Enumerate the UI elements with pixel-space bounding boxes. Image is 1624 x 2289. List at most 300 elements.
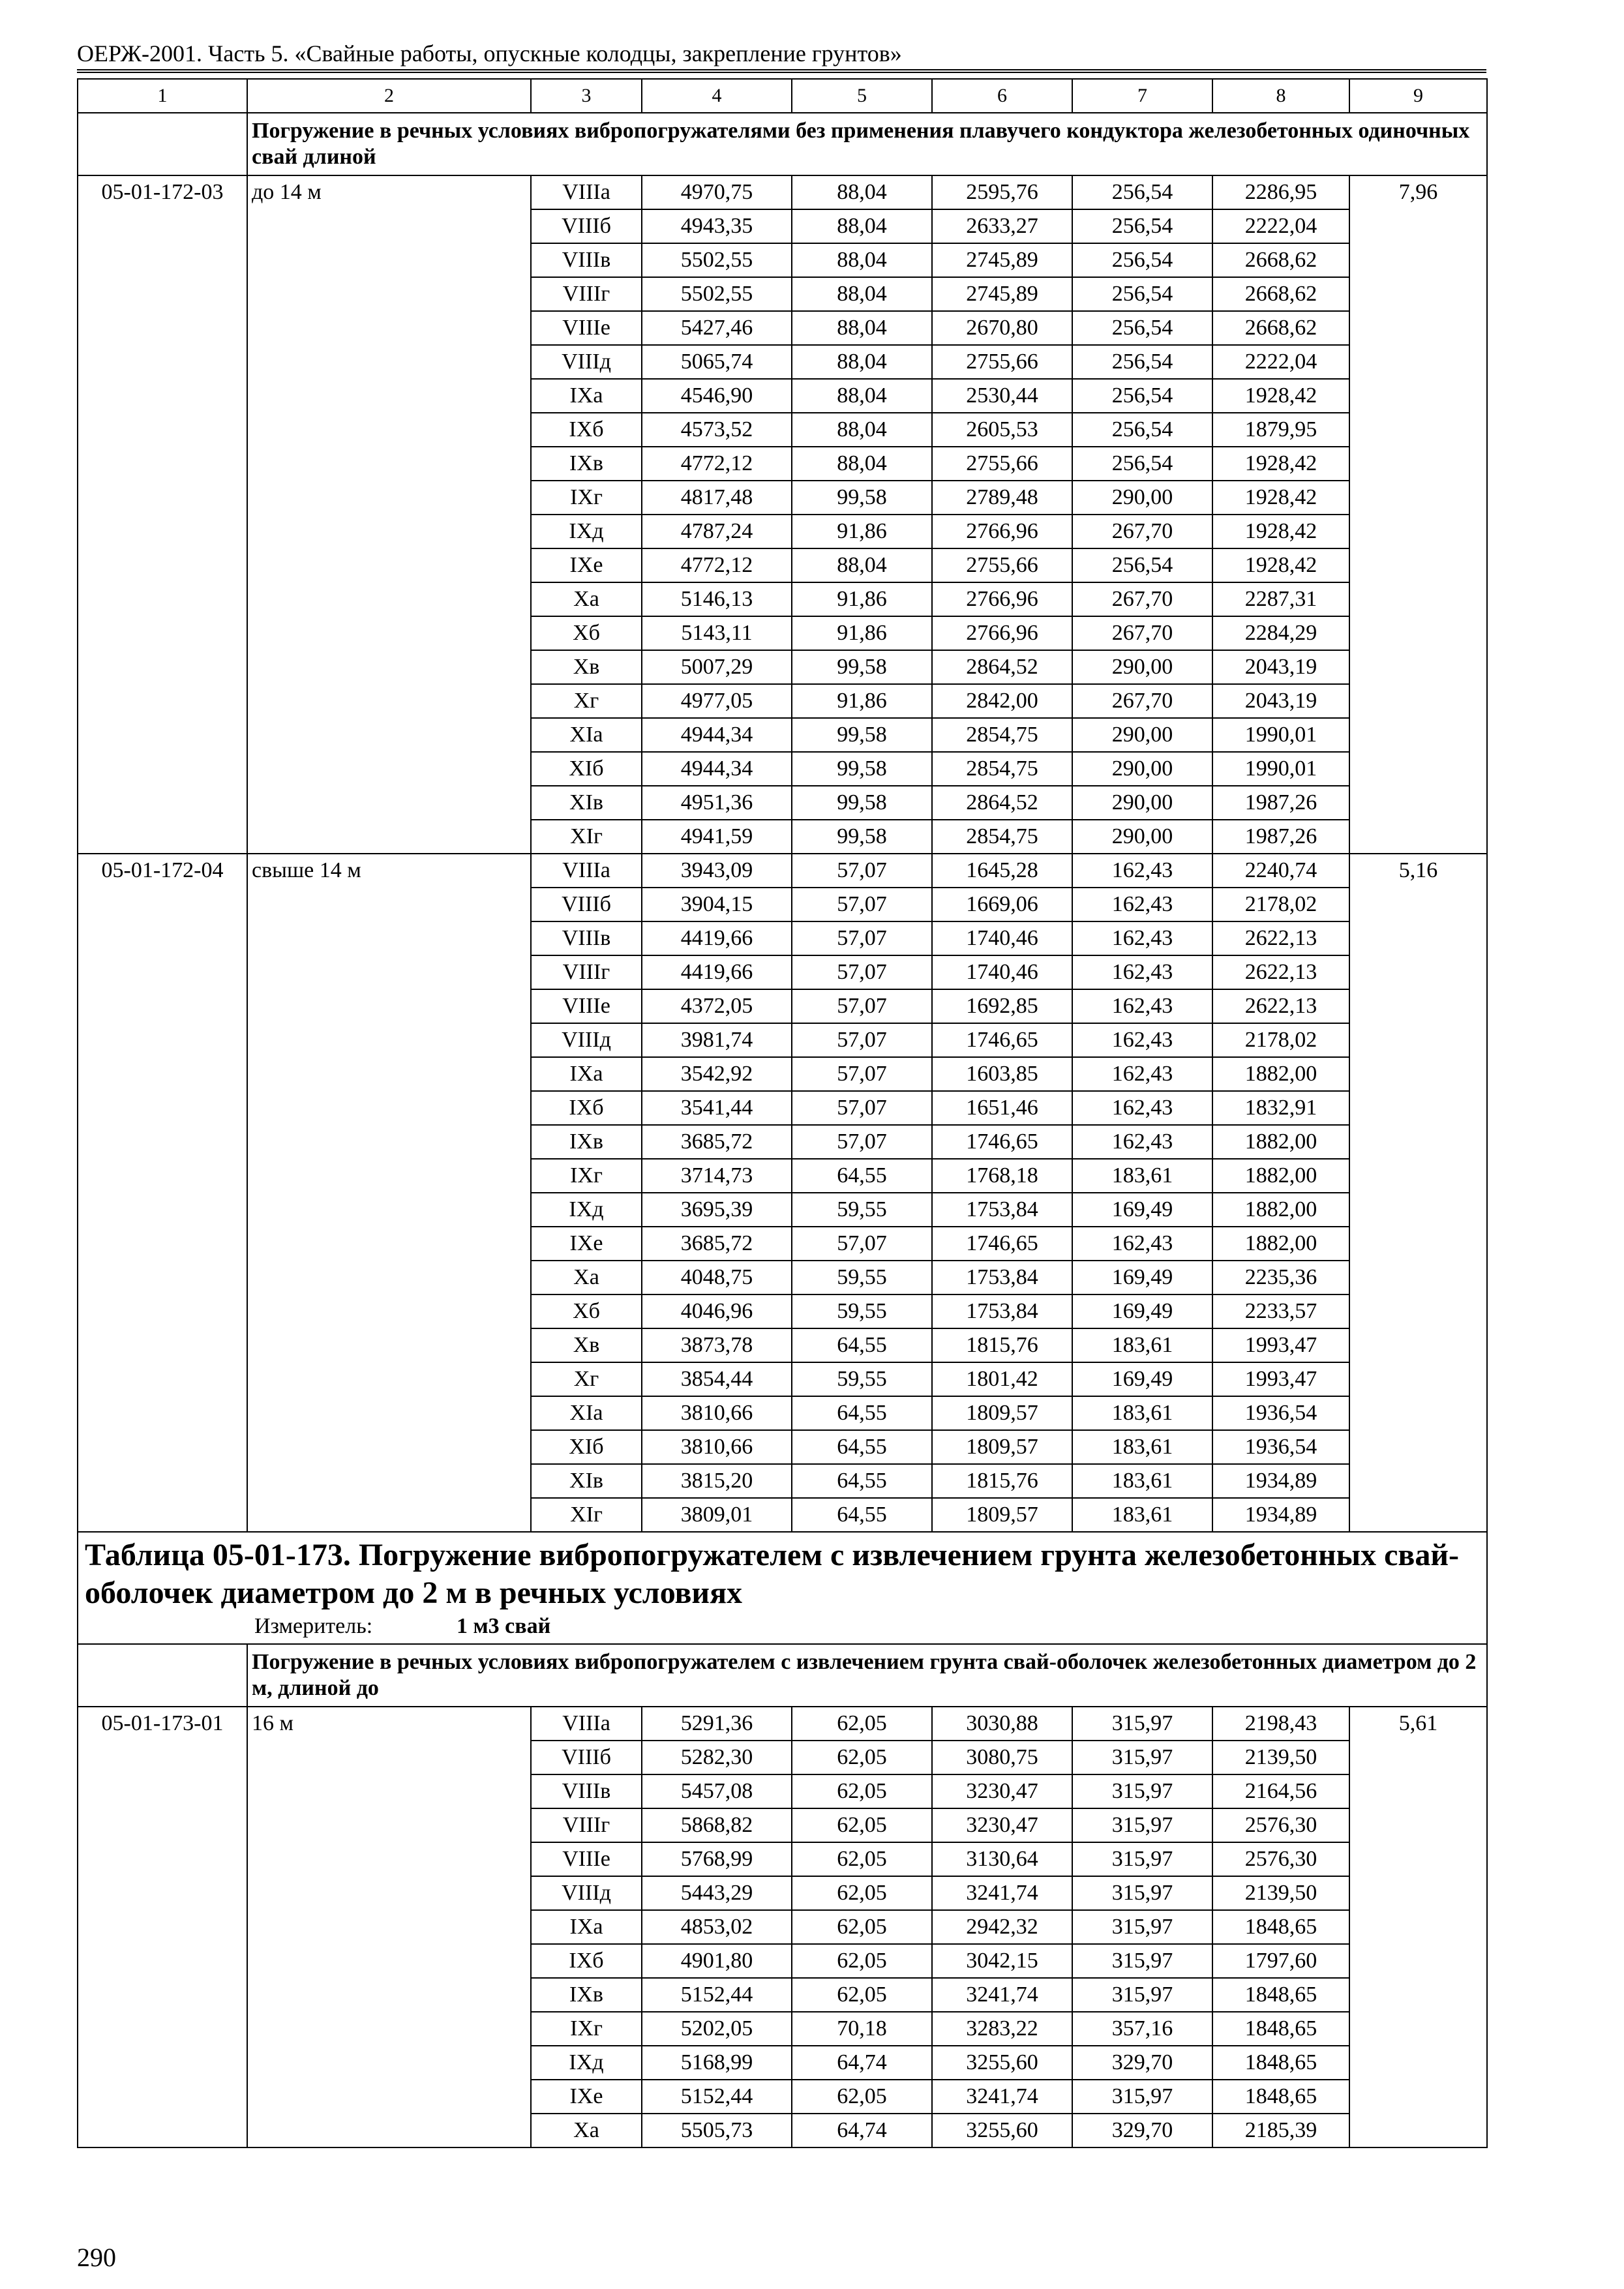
machines-cell: 2864,52 bbox=[932, 650, 1072, 684]
machines-cell: 3255,60 bbox=[932, 2114, 1072, 2147]
zone-cell: IXг bbox=[531, 2012, 642, 2046]
machinist-wages-cell: 329,70 bbox=[1072, 2046, 1212, 2080]
zone-cell: VIIIе bbox=[531, 311, 642, 345]
machines-cell: 2633,27 bbox=[932, 209, 1072, 243]
machinist-wages-cell: 169,49 bbox=[1072, 1362, 1212, 1396]
machinist-wages-cell: 256,54 bbox=[1072, 243, 1212, 277]
machinist-wages-cell: 315,97 bbox=[1072, 1978, 1212, 2012]
materials-cell: 1987,26 bbox=[1212, 786, 1349, 820]
zone-cell: IXб bbox=[531, 1091, 642, 1125]
machines-cell: 2854,75 bbox=[932, 718, 1072, 752]
zone-cell: VIIIд bbox=[531, 345, 642, 379]
zone-cell: IXд bbox=[531, 2046, 642, 2080]
zone-cell: VIIIб bbox=[531, 209, 642, 243]
wages-cell: 88,04 bbox=[792, 175, 932, 209]
total-cost-cell: 3542,92 bbox=[642, 1057, 792, 1091]
materials-cell: 1993,47 bbox=[1212, 1328, 1349, 1362]
section-heading-row bbox=[78, 1644, 1487, 1707]
column-number: 8 bbox=[1212, 79, 1349, 113]
machinist-wages-cell: 315,97 bbox=[1072, 1876, 1212, 1910]
wages-cell: 88,04 bbox=[792, 379, 932, 413]
materials-cell: 1848,65 bbox=[1212, 2012, 1349, 2046]
total-cost-cell: 5502,55 bbox=[642, 243, 792, 277]
page-number: 290 bbox=[77, 2243, 116, 2272]
machines-cell: 1651,46 bbox=[932, 1091, 1072, 1125]
wages-cell: 99,58 bbox=[792, 786, 932, 820]
machines-cell: 1815,76 bbox=[932, 1464, 1072, 1498]
machinist-wages-cell: 162,43 bbox=[1072, 888, 1212, 921]
wages-cell: 70,18 bbox=[792, 2012, 932, 2046]
column-number: 6 bbox=[932, 79, 1072, 113]
total-cost-cell: 5768,99 bbox=[642, 1842, 792, 1876]
wages-cell: 88,04 bbox=[792, 413, 932, 447]
zone-cell: XIг bbox=[531, 820, 642, 854]
total-cost-cell: 4787,24 bbox=[642, 515, 792, 548]
machines-cell: 2755,66 bbox=[932, 345, 1072, 379]
materials-cell: 1848,65 bbox=[1212, 2046, 1349, 2080]
wages-cell: 57,07 bbox=[792, 1227, 932, 1261]
machines-cell: 3241,74 bbox=[932, 1978, 1072, 2012]
machinist-wages-cell: 162,43 bbox=[1072, 854, 1212, 888]
zone-cell: IXв bbox=[531, 1125, 642, 1159]
table-row bbox=[78, 854, 1487, 888]
wages-cell: 88,04 bbox=[792, 277, 932, 311]
total-cost-cell: 3714,73 bbox=[642, 1159, 792, 1193]
rate-description: свыше 14 м bbox=[247, 854, 531, 1532]
materials-cell: 1882,00 bbox=[1212, 1227, 1349, 1261]
total-cost-cell: 4901,80 bbox=[642, 1944, 792, 1978]
machinist-wages-cell: 183,61 bbox=[1072, 1396, 1212, 1430]
total-cost-cell: 5168,99 bbox=[642, 2046, 792, 2080]
machinist-wages-cell: 162,43 bbox=[1072, 1091, 1212, 1125]
materials-cell: 2178,02 bbox=[1212, 1023, 1349, 1057]
machines-cell: 1692,85 bbox=[932, 989, 1072, 1023]
zone-cell: XIб bbox=[531, 752, 642, 786]
materials-cell: 1882,00 bbox=[1212, 1159, 1349, 1193]
machinist-wages-cell: 169,49 bbox=[1072, 1193, 1212, 1227]
machinist-wages-cell: 256,54 bbox=[1072, 209, 1212, 243]
materials-cell: 2222,04 bbox=[1212, 345, 1349, 379]
machinist-wages-cell: 256,54 bbox=[1072, 379, 1212, 413]
machinist-wages-cell: 256,54 bbox=[1072, 413, 1212, 447]
materials-cell: 2668,62 bbox=[1212, 243, 1349, 277]
machinist-wages-cell: 162,43 bbox=[1072, 1125, 1212, 1159]
machines-cell: 1809,57 bbox=[932, 1430, 1072, 1464]
zone-cell: IXв bbox=[531, 447, 642, 481]
materials-cell: 1928,42 bbox=[1212, 379, 1349, 413]
total-cost-cell: 3685,72 bbox=[642, 1227, 792, 1261]
machines-cell: 2864,52 bbox=[932, 786, 1072, 820]
wages-cell: 62,05 bbox=[792, 1707, 932, 1741]
machinist-wages-cell: 267,70 bbox=[1072, 616, 1212, 650]
materials-cell: 1990,01 bbox=[1212, 718, 1349, 752]
page-header: ОЕРЖ-2001. Часть 5. «Свайные работы, опускные колодцы, закрепление грунтов» bbox=[77, 40, 902, 67]
column-number: 4 bbox=[642, 79, 792, 113]
materials-cell: 2576,30 bbox=[1212, 1808, 1349, 1842]
machines-cell: 3230,47 bbox=[932, 1774, 1072, 1808]
zone-cell: VIIIг bbox=[531, 277, 642, 311]
total-cost-cell: 3810,66 bbox=[642, 1430, 792, 1464]
machinist-wages-cell: 162,43 bbox=[1072, 1023, 1212, 1057]
total-cost-cell: 3810,66 bbox=[642, 1396, 792, 1430]
materials-cell: 1934,89 bbox=[1212, 1498, 1349, 1532]
wages-cell: 57,07 bbox=[792, 1091, 932, 1125]
total-cost-cell: 4853,02 bbox=[642, 1910, 792, 1944]
materials-cell: 2622,13 bbox=[1212, 921, 1349, 955]
materials-cell: 1936,54 bbox=[1212, 1396, 1349, 1430]
machines-cell: 2854,75 bbox=[932, 820, 1072, 854]
section-heading-blank bbox=[78, 113, 247, 175]
materials-cell: 2178,02 bbox=[1212, 888, 1349, 921]
machinist-wages-cell: 256,54 bbox=[1072, 277, 1212, 311]
total-cost-cell: 4046,96 bbox=[642, 1294, 792, 1328]
wages-cell: 99,58 bbox=[792, 481, 932, 515]
total-cost-cell: 3695,39 bbox=[642, 1193, 792, 1227]
materials-cell: 2622,13 bbox=[1212, 989, 1349, 1023]
zone-cell: Xв bbox=[531, 1328, 642, 1362]
total-cost-cell: 3541,44 bbox=[642, 1091, 792, 1125]
zone-cell: Xг bbox=[531, 684, 642, 718]
machines-cell: 1746,65 bbox=[932, 1023, 1072, 1057]
rate-description: до 14 м bbox=[247, 175, 531, 854]
wages-cell: 59,55 bbox=[792, 1261, 932, 1294]
machines-cell: 1768,18 bbox=[932, 1159, 1072, 1193]
total-cost-cell: 4772,12 bbox=[642, 548, 792, 582]
materials-cell: 2287,31 bbox=[1212, 582, 1349, 616]
materials-cell: 1993,47 bbox=[1212, 1362, 1349, 1396]
machinist-wages-cell: 315,97 bbox=[1072, 1842, 1212, 1876]
column-number: 3 bbox=[531, 79, 642, 113]
materials-cell: 1832,91 bbox=[1212, 1091, 1349, 1125]
machines-cell: 1753,84 bbox=[932, 1294, 1072, 1328]
labor-coefficient: 5,61 bbox=[1349, 1707, 1487, 2147]
wages-cell: 62,05 bbox=[792, 1876, 932, 1910]
zone-cell: VIIIа bbox=[531, 175, 642, 209]
machinist-wages-cell: 315,97 bbox=[1072, 1910, 1212, 1944]
total-cost-cell: 3815,20 bbox=[642, 1464, 792, 1498]
machinist-wages-cell: 267,70 bbox=[1072, 515, 1212, 548]
section-heading-blank bbox=[78, 1644, 247, 1707]
total-cost-cell: 4970,75 bbox=[642, 175, 792, 209]
zone-cell: VIIIг bbox=[531, 1808, 642, 1842]
zone-cell: VIIIа bbox=[531, 854, 642, 888]
wages-cell: 88,04 bbox=[792, 447, 932, 481]
wages-cell: 64,55 bbox=[792, 1430, 932, 1464]
total-cost-cell: 4977,05 bbox=[642, 684, 792, 718]
zone-cell: VIIIв bbox=[531, 243, 642, 277]
materials-cell: 1987,26 bbox=[1212, 820, 1349, 854]
machines-cell: 1669,06 bbox=[932, 888, 1072, 921]
machinist-wages-cell: 315,97 bbox=[1072, 2080, 1212, 2114]
zone-cell: VIIIб bbox=[531, 1741, 642, 1774]
wages-cell: 57,07 bbox=[792, 888, 932, 921]
column-number-row bbox=[78, 79, 1487, 113]
materials-cell: 2233,57 bbox=[1212, 1294, 1349, 1328]
machines-cell: 2755,66 bbox=[932, 548, 1072, 582]
wages-cell: 88,04 bbox=[792, 548, 932, 582]
zone-cell: Xа bbox=[531, 582, 642, 616]
materials-cell: 2668,62 bbox=[1212, 277, 1349, 311]
wages-cell: 62,05 bbox=[792, 1910, 932, 1944]
labor-coefficient: 7,96 bbox=[1349, 175, 1487, 854]
machines-cell: 1740,46 bbox=[932, 921, 1072, 955]
total-cost-cell: 4941,59 bbox=[642, 820, 792, 854]
machinist-wages-cell: 315,97 bbox=[1072, 1944, 1212, 1978]
machines-cell: 3042,15 bbox=[932, 1944, 1072, 1978]
machinist-wages-cell: 183,61 bbox=[1072, 1498, 1212, 1532]
materials-cell: 1934,89 bbox=[1212, 1464, 1349, 1498]
zone-cell: VIIIд bbox=[531, 1876, 642, 1910]
section-heading-row bbox=[78, 113, 1487, 175]
materials-cell: 1848,65 bbox=[1212, 1978, 1349, 2012]
zone-cell: IXе bbox=[531, 2080, 642, 2114]
machines-cell: 2745,89 bbox=[932, 243, 1072, 277]
zone-cell: Xв bbox=[531, 650, 642, 684]
machines-cell: 2670,80 bbox=[932, 311, 1072, 345]
machines-cell: 1753,84 bbox=[932, 1193, 1072, 1227]
wages-cell: 59,55 bbox=[792, 1294, 932, 1328]
total-cost-cell: 3685,72 bbox=[642, 1125, 792, 1159]
machines-cell: 2854,75 bbox=[932, 752, 1072, 786]
machines-cell: 2789,48 bbox=[932, 481, 1072, 515]
total-cost-cell: 5152,44 bbox=[642, 2080, 792, 2114]
machines-cell: 1753,84 bbox=[932, 1261, 1072, 1294]
meter-row bbox=[85, 1613, 1480, 1639]
table-title-cell bbox=[78, 1532, 1487, 1644]
machines-cell: 1801,42 bbox=[932, 1362, 1072, 1396]
zone-cell: Xб bbox=[531, 616, 642, 650]
wages-cell: 64,55 bbox=[792, 1159, 932, 1193]
materials-cell: 1882,00 bbox=[1212, 1125, 1349, 1159]
machines-cell: 1809,57 bbox=[932, 1498, 1072, 1532]
section-heading: Погружение в речных условиях вибропогружателем с извлечением грунта свай-оболочек железобетонных диаметром до 2 м, длиной до bbox=[247, 1644, 1487, 1707]
machines-cell: 2745,89 bbox=[932, 277, 1072, 311]
materials-cell: 1882,00 bbox=[1212, 1057, 1349, 1091]
zone-cell: IXб bbox=[531, 413, 642, 447]
total-cost-cell: 3904,15 bbox=[642, 888, 792, 921]
zone-cell: Xа bbox=[531, 2114, 642, 2147]
zone-cell: IXа bbox=[531, 1910, 642, 1944]
total-cost-cell: 4817,48 bbox=[642, 481, 792, 515]
zone-cell: XIб bbox=[531, 1430, 642, 1464]
wages-cell: 62,05 bbox=[792, 1808, 932, 1842]
materials-cell: 2139,50 bbox=[1212, 1876, 1349, 1910]
total-cost-cell: 5502,55 bbox=[642, 277, 792, 311]
materials-cell: 1928,42 bbox=[1212, 481, 1349, 515]
wages-cell: 99,58 bbox=[792, 820, 932, 854]
zone-cell: VIIIа bbox=[531, 1707, 642, 1741]
wages-cell: 57,07 bbox=[792, 1057, 932, 1091]
zone-cell: IXе bbox=[531, 1227, 642, 1261]
wages-cell: 62,05 bbox=[792, 1774, 932, 1808]
materials-cell: 2576,30 bbox=[1212, 1842, 1349, 1876]
total-cost-cell: 5457,08 bbox=[642, 1774, 792, 1808]
machines-cell: 3080,75 bbox=[932, 1741, 1072, 1774]
zone-cell: XIв bbox=[531, 786, 642, 820]
wages-cell: 59,55 bbox=[792, 1362, 932, 1396]
wages-cell: 62,05 bbox=[792, 1944, 932, 1978]
column-number: 5 bbox=[792, 79, 932, 113]
total-cost-cell: 4573,52 bbox=[642, 413, 792, 447]
total-cost-cell: 3943,09 bbox=[642, 854, 792, 888]
wages-cell: 57,07 bbox=[792, 854, 932, 888]
wages-cell: 88,04 bbox=[792, 243, 932, 277]
machinist-wages-cell: 183,61 bbox=[1072, 1328, 1212, 1362]
machines-cell: 3283,22 bbox=[932, 2012, 1072, 2046]
materials-cell: 2164,56 bbox=[1212, 1774, 1349, 1808]
materials-cell: 1879,95 bbox=[1212, 413, 1349, 447]
total-cost-cell: 4546,90 bbox=[642, 379, 792, 413]
zone-cell: IXг bbox=[531, 481, 642, 515]
machines-cell: 3230,47 bbox=[932, 1808, 1072, 1842]
column-number: 9 bbox=[1349, 79, 1487, 113]
total-cost-cell: 4048,75 bbox=[642, 1261, 792, 1294]
machines-cell: 2766,96 bbox=[932, 616, 1072, 650]
wages-cell: 64,55 bbox=[792, 1396, 932, 1430]
machinist-wages-cell: 315,97 bbox=[1072, 1774, 1212, 1808]
wages-cell: 99,58 bbox=[792, 752, 932, 786]
total-cost-cell: 3854,44 bbox=[642, 1362, 792, 1396]
machinist-wages-cell: 267,70 bbox=[1072, 582, 1212, 616]
total-cost-cell: 4419,66 bbox=[642, 921, 792, 955]
machinist-wages-cell: 290,00 bbox=[1072, 786, 1212, 820]
wages-cell: 99,58 bbox=[792, 650, 932, 684]
machinist-wages-cell: 329,70 bbox=[1072, 2114, 1212, 2147]
machines-cell: 2605,53 bbox=[932, 413, 1072, 447]
zone-cell: VIIIе bbox=[531, 989, 642, 1023]
total-cost-cell: 3981,74 bbox=[642, 1023, 792, 1057]
machines-cell: 2942,32 bbox=[932, 1910, 1072, 1944]
materials-cell: 1928,42 bbox=[1212, 548, 1349, 582]
column-number: 2 bbox=[247, 79, 531, 113]
wages-cell: 57,07 bbox=[792, 921, 932, 955]
meter-label: Измеритель: bbox=[254, 1614, 373, 1638]
rates-table-body bbox=[78, 79, 1487, 2147]
table-title-row bbox=[78, 1532, 1487, 1644]
zone-cell: VIIIе bbox=[531, 1842, 642, 1876]
header-rule bbox=[77, 69, 1486, 73]
materials-cell: 1848,65 bbox=[1212, 2080, 1349, 2114]
machinist-wages-cell: 162,43 bbox=[1072, 921, 1212, 955]
wages-cell: 91,86 bbox=[792, 616, 932, 650]
zone-cell: VIIIб bbox=[531, 888, 642, 921]
wages-cell: 62,05 bbox=[792, 1842, 932, 1876]
materials-cell: 2139,50 bbox=[1212, 1741, 1349, 1774]
materials-cell: 2622,13 bbox=[1212, 955, 1349, 989]
total-cost-cell: 4943,35 bbox=[642, 209, 792, 243]
machinist-wages-cell: 315,97 bbox=[1072, 1808, 1212, 1842]
wages-cell: 62,05 bbox=[792, 1978, 932, 2012]
machines-cell: 2766,96 bbox=[932, 582, 1072, 616]
total-cost-cell: 5505,73 bbox=[642, 2114, 792, 2147]
table-title: Таблица 05-01-173. Погружение вибропогружателем с извлечением грунта железобетонных свай-оболочек диаметром до 2 м в речных условиях bbox=[85, 1538, 1459, 1610]
column-number: 1 bbox=[78, 79, 247, 113]
zone-cell: Xа bbox=[531, 1261, 642, 1294]
machinist-wages-cell: 169,49 bbox=[1072, 1261, 1212, 1294]
machinist-wages-cell: 256,54 bbox=[1072, 447, 1212, 481]
zone-cell: VIIIд bbox=[531, 1023, 642, 1057]
total-cost-cell: 5291,36 bbox=[642, 1707, 792, 1741]
machines-cell: 2530,44 bbox=[932, 379, 1072, 413]
wages-cell: 64,55 bbox=[792, 1498, 932, 1532]
machines-cell: 3241,74 bbox=[932, 2080, 1072, 2114]
machinist-wages-cell: 357,16 bbox=[1072, 2012, 1212, 2046]
materials-cell: 2043,19 bbox=[1212, 650, 1349, 684]
machinist-wages-cell: 256,54 bbox=[1072, 311, 1212, 345]
column-number: 7 bbox=[1072, 79, 1212, 113]
total-cost-cell: 5427,46 bbox=[642, 311, 792, 345]
machinist-wages-cell: 290,00 bbox=[1072, 718, 1212, 752]
wages-cell: 64,55 bbox=[792, 1464, 932, 1498]
meter-value: 1 м3 свай bbox=[457, 1614, 551, 1638]
materials-cell: 1848,65 bbox=[1212, 1910, 1349, 1944]
total-cost-cell: 4944,34 bbox=[642, 752, 792, 786]
machines-cell: 2766,96 bbox=[932, 515, 1072, 548]
wages-cell: 99,58 bbox=[792, 718, 932, 752]
machinist-wages-cell: 183,61 bbox=[1072, 1430, 1212, 1464]
zone-cell: VIIIг bbox=[531, 955, 642, 989]
zone-cell: IXа bbox=[531, 1057, 642, 1091]
total-cost-cell: 5146,13 bbox=[642, 582, 792, 616]
wages-cell: 88,04 bbox=[792, 311, 932, 345]
total-cost-cell: 5202,05 bbox=[642, 2012, 792, 2046]
materials-cell: 2240,74 bbox=[1212, 854, 1349, 888]
wages-cell: 88,04 bbox=[792, 209, 932, 243]
wages-cell: 57,07 bbox=[792, 1125, 932, 1159]
machinist-wages-cell: 162,43 bbox=[1072, 955, 1212, 989]
wages-cell: 57,07 bbox=[792, 989, 932, 1023]
machinist-wages-cell: 267,70 bbox=[1072, 684, 1212, 718]
wages-cell: 88,04 bbox=[792, 345, 932, 379]
machinist-wages-cell: 162,43 bbox=[1072, 989, 1212, 1023]
wages-cell: 91,86 bbox=[792, 582, 932, 616]
rate-description: 16 м bbox=[247, 1707, 531, 2147]
machinist-wages-cell: 183,61 bbox=[1072, 1464, 1212, 1498]
table-row bbox=[78, 175, 1487, 209]
wages-cell: 64,74 bbox=[792, 2046, 932, 2080]
zone-cell: IXб bbox=[531, 1944, 642, 1978]
machinist-wages-cell: 315,97 bbox=[1072, 1741, 1212, 1774]
zone-cell: XIа bbox=[531, 1396, 642, 1430]
machines-cell: 1815,76 bbox=[932, 1328, 1072, 1362]
total-cost-cell: 5282,30 bbox=[642, 1741, 792, 1774]
machines-cell: 3241,74 bbox=[932, 1876, 1072, 1910]
wages-cell: 91,86 bbox=[792, 515, 932, 548]
machines-cell: 1645,28 bbox=[932, 854, 1072, 888]
machinist-wages-cell: 256,54 bbox=[1072, 345, 1212, 379]
wages-cell: 57,07 bbox=[792, 955, 932, 989]
machines-cell: 1809,57 bbox=[932, 1396, 1072, 1430]
materials-cell: 2286,95 bbox=[1212, 175, 1349, 209]
materials-cell: 1928,42 bbox=[1212, 447, 1349, 481]
wages-cell: 62,05 bbox=[792, 2080, 932, 2114]
materials-cell: 1882,00 bbox=[1212, 1193, 1349, 1227]
machines-cell: 1603,85 bbox=[932, 1057, 1072, 1091]
total-cost-cell: 5868,82 bbox=[642, 1808, 792, 1842]
zone-cell: VIIIв bbox=[531, 1774, 642, 1808]
wages-cell: 62,05 bbox=[792, 1741, 932, 1774]
machinist-wages-cell: 183,61 bbox=[1072, 1159, 1212, 1193]
total-cost-cell: 4951,36 bbox=[642, 786, 792, 820]
machines-cell: 2842,00 bbox=[932, 684, 1072, 718]
zone-cell: Xб bbox=[531, 1294, 642, 1328]
materials-cell: 2198,43 bbox=[1212, 1707, 1349, 1741]
wages-cell: 91,86 bbox=[792, 684, 932, 718]
total-cost-cell: 5065,74 bbox=[642, 345, 792, 379]
materials-cell: 1797,60 bbox=[1212, 1944, 1349, 1978]
rates-table bbox=[77, 78, 1488, 2148]
total-cost-cell: 5007,29 bbox=[642, 650, 792, 684]
